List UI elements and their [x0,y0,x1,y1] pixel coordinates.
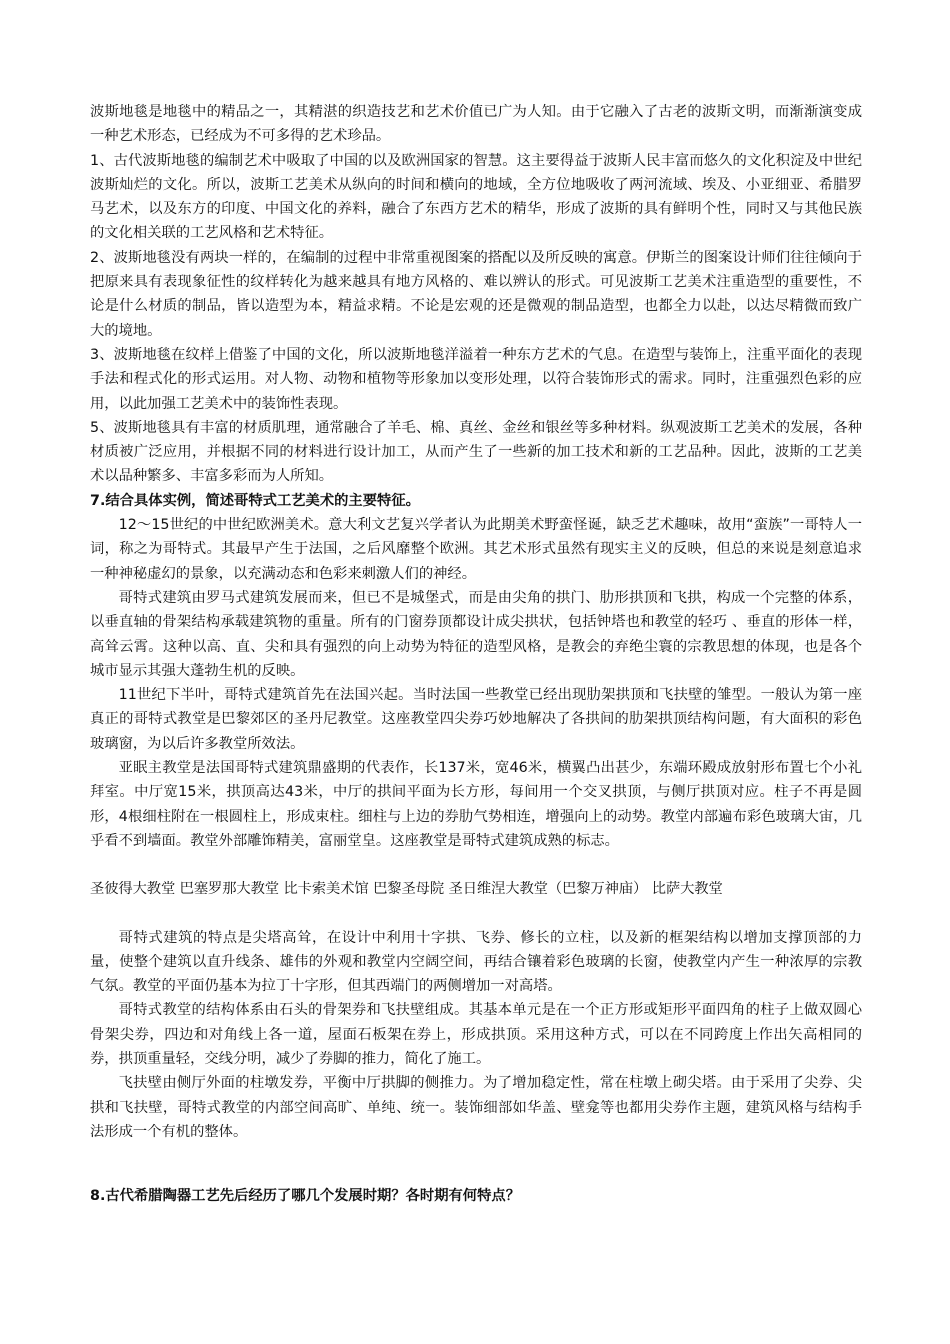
paragraph-persian-point-3: 3、波斯地毯在纹样上借鉴了中国的文化，所以波斯地毯洋溢着一种东方艺术的气息。在造型与装饰上，注重平面化的表现手法和程式化的形式运用。对人物、动物和植物等形象加以变形处理，以符合装饰形式的需求。同时，注重强烈色彩的应用，以此加强工艺美术中的装饰性表现。 [90,346,862,412]
paragraph-gothic-structure: 哥特式教堂的结构体系由石头的骨架券和飞扶壁组成。其基本单元是在一个正方形或矩形平面四角的柱子上做双圆心骨架尖券，四边和对角线上各一道，屋面石板架在券上，形成拱顶。采用这种方式，可以在不同跨度上作出矢高相同的券，拱顶重量轻，交线分明，减少了券脚的推力，简化了施工。 [90,1002,862,1067]
spacer [90,1144,862,1184]
paragraph-gothic-origin: 12～15世纪的中世纪欧洲美术。意大利文艺复兴学者认为此期美术野蛮怪诞，缺乏艺术趣味，故用“蛮族”一哥特人一词，称之为哥特式。其最早产生于法国，之后风靡整个欧洲。其艺术形式虽然有现实主义的反映，但总的来说是刻意追求一种神秘虚幻的景象，以充满动态和色彩来刺激人们的神经。 [90,517,862,582]
question-heading-8: 8.古代希腊陶器工艺先后经历了哪几个发展时期？各时期有何特点？ [90,1188,520,1205]
paragraph-gothic-architecture: 哥特式建筑由罗马式建筑发展而来，但已不是城堡式，而是由尖角的拱门、肋形拱顶和飞拱，构成一个完整的体系，以垂直轴的骨架结构承载建筑物的重量。所有的门窗券顶都设计成尖拱状，包括钟塔也和教堂的轻巧 、垂直的形体一样，高耸云霄。这种以高、直、尖和具有强烈的向上动势为特征的造型风格，是教会的弃绝尘寰的宗教思想的体现，也是各个城市显示其强大蓬勃生机的反映。 [90,589,862,679]
spacer [90,853,862,877]
paragraph-gothic-france: 11世纪下半叶，哥特式建筑首先在法国兴起。当时法国一些教堂已经出现肋架拱顶和飞扶壁的雏型。一般认为第一座真正的哥特式教堂是巴黎郊区的圣丹尼教堂。这座教堂四尖券巧妙地解决了各拱间的肋架拱顶结构问题，有大面积的彩色玻璃窗，为以后许多教堂所效法。 [90,687,862,752]
question-heading-7: 7.结合具体实例，简述哥特式工艺美术的主要特征。 [90,492,420,509]
paragraph-amiens-cathedral: 亚眠主教堂是法国哥特式建筑鼎盛期的代表作，长137米，宽46米，横翼凸出甚少，东端环殿成放射形布置七个小礼拜室。中厅宽15米，拱顶高达43米，中厅的拱间平面为长方形，每间用一个交叉拱顶，与侧厅拱顶对应。柱子不再是圆形，4根细柱附在一根圆柱上，形成束柱。细柱与上边的券肋气势相连，增强向上的动势。教堂内部遍布彩色玻璃大宙，几乎看不到墙面。教堂外部雕饰精美，富丽堂皇。这座教堂是哥特式建筑成熟的标志。 [90,760,862,849]
cathedral-list: 圣彼得大教堂 巴塞罗那大教堂 比卡索美术馆 巴黎圣母院 圣日维涅大教堂（巴黎万神庙） 比萨大教堂 [90,881,723,898]
document-page [90,100,862,1208]
paragraph-gothic-features: 哥特式建筑的特点是尖塔高耸，在设计中利用十字拱、飞券、修长的立柱，以及新的框架结构以增加支撑顶部的力量，使整个建筑以直升线条、雄伟的外观和教堂内空阔空间，再结合镶着彩色玻璃的长窗，使教堂内产生一种浓厚的宗教气氛。教堂的平面仍基本为拉丁十字形，但其西端门的两侧增加一对高塔。 [90,929,862,995]
paragraph-persian-carpet-intro: 波斯地毯是地毯中的精品之一，其精湛的织造技艺和艺术价值已广为人知。由于它融入了古老的波斯文明，而渐渐演变成一种艺术形态，已经成为不可多得的艺术珍品。 [90,104,862,145]
paragraph-persian-point-1: 1、古代波斯地毯的编制艺术中吸取了中国的以及欧洲国家的智慧。这主要得益于波斯人民丰富而悠久的文化积淀及中世纪波斯灿烂的文化。所以，波斯工艺美术从纵向的时间和横向的地域，全方位地吸收了两河流域、埃及、小亚细亚、希腊罗马艺术，以及东方的印度、中国文化的养料，融合了东西方艺术的精华，形成了波斯的具有鲜明个性，同时又与其他民族的文化相关联的工艺风格和艺术特征。 [90,152,862,242]
paragraph-persian-point-5: 5、波斯地毯具有丰富的材质肌理，通常融合了羊毛、棉、真丝、金丝和银丝等多种材料。纵观波斯工艺美术的发展，各种材质被广泛应用，并根据不同的材料进行设计加工，从而产生了一些新的加工技术和新的工艺品种。因此，波斯的工艺美术以品种繁多、丰富多彩而为人所知。 [90,419,862,485]
paragraph-flying-buttress: 飞扶壁由侧厅外面的柱墩发券，平衡中厅拱脚的侧推力。为了增加稳定性，常在柱墩上砌尖塔。由于采用了尖券、尖拱和飞扶壁，哥特式教堂的内部空间高旷、单纯、统一。装饰细部如华盖、壁龛等也都用尖券作主题，建筑风格与结构手法形成一个有机的整体。 [90,1075,862,1140]
paragraph-persian-point-2: 2、波斯地毯没有两块一样的，在编制的过程中非常重视图案的搭配以及所反映的寓意。伊斯兰的图案设计师们往往倾向于把原来具有表现象征性的纹样转化为越来越具有地方风格的、难以辨认的形式。可见波斯工艺美术注重造型的重要性，不论是什么材质的制品，皆以造型为本，精益求精。不论是宏观的还是微观的制品造型，也都全力以赴，以达尽精微而致广大的境地。 [90,249,862,339]
spacer [90,902,862,926]
